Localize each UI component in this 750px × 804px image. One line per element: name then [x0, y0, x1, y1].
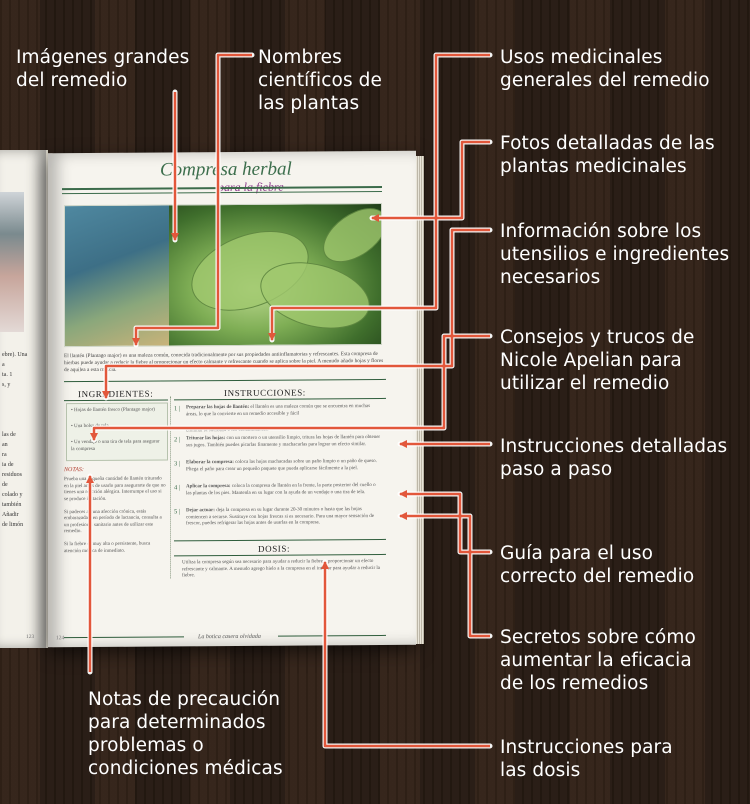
instruction-step-1: Preparar las hojas de llantén: el llantén es una maleza común que se encuentra en muchas áreas, lo que la convierte en un remedio accesible y fácil [186, 404, 371, 417]
page-number-right: 124 [56, 635, 65, 642]
dosage-heading: DOSIS: [258, 543, 291, 554]
book-footer: La botica casera olvidada [198, 633, 261, 641]
left-page-text: las de an ra ia de residuos de colado y también Añadir de limón [2, 432, 24, 528]
callout-detailed-photos: Fotos detalladas de las plantas medicinales [500, 133, 715, 177]
notes-text: Prueba una pequeña cantidad de llantén triturado en la piel antes de usarlo para asegurarte de que no tienes una reacción alérgica. Interrumpe el uso si se produce irritación. Si padeces alguna afección crónica, estás embarazada o en período de lactancia, consulta a un profesional sanitario antes de utilizar este remedio. Si la fiebre es muy alta o persistente, busca atención médica de inmediato. [64, 476, 166, 554]
ingredient-item: • Hojas de llantén fresco (Plantago major) [71, 407, 155, 414]
instruction-step-5: Dejar actuar: deja la compresa en su lugar durante 20-30 minutos o hasta que las hojas comiencen a secarse. Sustituye con hojas frescas si es necesario. Para una mayor sensación de frescor, puedes refrigerar las hojas antes de usarlas en la compresa. [186, 507, 374, 527]
dosage-text: Utiliza la compresa según sea necesario para ayudar a reducir la fiebre y proporcionar un efecto refrescante y calmante. A menudo agrego hielo a la compresa en el interior para ayudar a reducir la fiebre. [182, 559, 380, 579]
page-number-left: 123 [26, 634, 35, 640]
ingredients-heading: INGREDIENTES: [78, 388, 154, 400]
callout-large-images: Imágenes grandes del remedio [16, 47, 190, 91]
left-page-text: ebre). Una a ta. 1 s, y [2, 352, 28, 388]
intro-paragraph: El llantén (Plantago major) es una maleza común, conocida tradicionalmente por sus propiedades antiinflamatorias y refrescantes. Esta compresa de hierbas puede ayudar a reducir la fiebre al proporcionar un efecto calmante y refrescante cuando se aplica sobre la piel. A menudo añado hojas y flores de aquilea a esta mezcla. [64, 350, 384, 374]
right-book-page: Compresa herbal El llantén (Plantago major) es una maleza común, conocida tradicionalmente por sus propiedades antiinflamatorias y refrescantes. Esta compresa de hierbas puede ayudar a reducir la fiebre al proporcionar un efecto calmante y refrescante cuando se aplica sobre la piel. A menudo añado hojas y flores de aquilea a esta mezcla. INGREDIENTES: INSTRUCCIONES: • Hojas de llantén fresco (Plantago major) • Una bolsa de tela • Un vendaje o una tira de tela para asegurar la compresa NOTAS: Prueba una pequeña cantidad de llantén triturado en la piel antes de usarlo para asegurarte de que no tienes una reacción alérgica. Interrumpe el uso si se produce irritación. Si padeces alguna afección crónica, estás embarazada o en período de lactancia, consulta a un profesional sanitario antes de utilizar este remedio. Si la fiebre es muy alta o persistente, busca atención médica de inmediato. 1 | Preparar las hojas de llantén: el llantén es una maleza común que se encuentra en muchas áreas, lo que la convierte en un remedio accesible y fácil eliminar la suciedad o los contaminantes. 2 | Triturar las hojas: con un mortero o un utensilio limpio, tritura las hojas de llantén para obtener sus jugos. También puedes picarlas finamente y machacarlas para lograr un efecto similar. 3 | Elaborar la compresa: coloca las hojas machacadas sobre un paño limpio o un paño de queso. Pliega el paño para crear un pequeño paquete que pueda aplicarse fácilmente a la piel. 4 | Aplicar la compresa: coloca la compresa de llantén en la frente, la parte posterior del cuello o las plantas de los pies. Mantenla en su lugar con la ayuda de un vendaje o una tira de tela. 5 | Dejar actuar: deja la compresa en su lugar durante 20-30 minutos o hasta que las hojas comiencen a secarse. Sustituye con hojas frescas si es necesario. Para una mayor sensación de frescor, puedes refrigerar las hojas antes de usarlas en la compresa. DOSIS: Utiliza la compresa según sea necesario para ayudar a reducir la fiebre y proporcionar un efecto refrescante y calmante. A menudo agrego hielo a la compresa en el interior para ayudar a reducir la fiebre. La botica casera olvidada 124 [48, 151, 416, 648]
instruction-step-2: Triturar las hojas: con un mortero o un utensilio limpio, tritura las hojas de llantén para obtener sus jugos. También puedes picarlas finamente y machacarlas para lograr un efecto similar. [186, 434, 381, 448]
callout-medicinal-uses: Usos medicinales generales del remedio [500, 47, 710, 91]
callout-tools-info: Información sobre los utensilios e ingredientes necesarios [500, 221, 730, 288]
recipe-title: Compresa herbal [160, 158, 292, 181]
callout-precautions: Notas de precaución para determinados problemas o condiciones médicas [88, 689, 283, 779]
callout-dosage: Instrucciones para las dosis [500, 737, 673, 781]
callout-scientific-names: Nombres científicos de las plantas [258, 47, 382, 114]
instruction-step-4: Aplicar la compresa: coloca la compresa de llantén en la frente, la parte posterior del cuello o las plantas de los pies. Mantenla en su lugar con la ayuda de un vendaje o una tira de tela. [186, 482, 376, 496]
callout-secrets: Secretos sobre cómo aumentar la eficacia de los remedios [500, 627, 696, 694]
callout-tips: Consejos y trucos de Nicole Apelian para utilizar el remedio [500, 327, 695, 394]
ingredient-item: • Un vendaje o una tira de tela para asegurar la compresa [71, 439, 160, 452]
instructions-heading: INSTRUCCIONES: [224, 387, 306, 399]
instruction-step-3: Elaborar la compresa: coloca las hojas machacadas sobre un paño limpio o un paño de queso. Pliega el paño para crear un pequeño paquete que pueda aplicarse fácilmente a la piel. [186, 458, 377, 472]
callout-usage-guide: Guía para el uso correcto del remedio [500, 543, 695, 587]
callout-instructions: Instrucciones detalladas paso a paso [500, 436, 728, 480]
notes-heading: NOTAS: [64, 467, 84, 474]
ingredient-item: • Una bolsa de tela [71, 423, 109, 430]
